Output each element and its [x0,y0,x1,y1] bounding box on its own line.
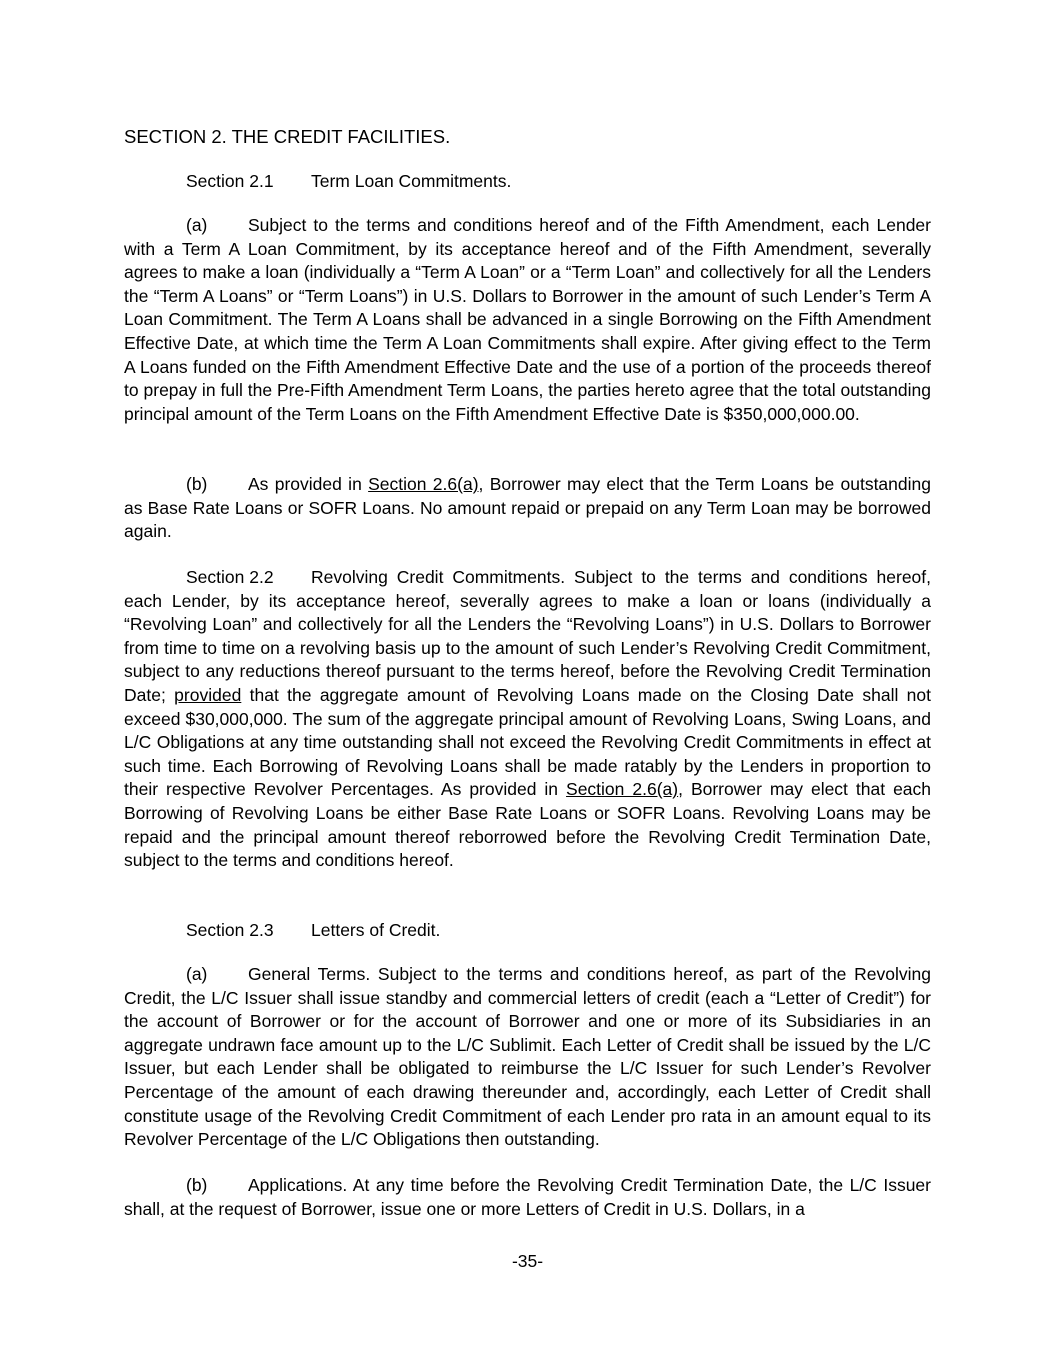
section-2-1-title: Term Loan Commitments. [311,171,512,191]
section-2-3-b-text: At any time before the Revolving Credit Termination Date, the L/C Issuer shall, at the request of Borrower, issue one or more Letters of Credit in U.S. Dollars, in a [124,1175,931,1219]
section-2-1-b-text-post: , Borrower may elect that the Term Loans be outstanding as Base Rate Loans or SOFR Loans. No amount repaid or prepaid on any Term Loan may be borrowed again. [124,474,931,542]
section-heading: SECTION 2. THE CREDIT FACILITIES. [124,126,451,147]
provided-term: provided [174,684,242,705]
section-2-1-b-paragraph [124,473,931,544]
section-2-3-title: Letters of Credit. [311,920,441,940]
section-2-3-b-label: (b) [186,1175,208,1195]
section-2-2-text-3: , Borrower may elect that each Borrowing of Revolving Loans be either Base Rate Loans or SOFR Loans. Revolving Loans may be repaid and the principal amount thereof reborrowed before the Revolving Credit Termination Date, subject to the terms and conditions hereof. [124,779,932,871]
section-2-1-b-text-pre: As provided in [248,474,369,494]
page-number: -35- [511,1251,544,1271]
section-2-1-a-label: (a) [186,215,208,235]
section-2-2-number: Section 2.2 [186,567,274,587]
section-2-2-paragraph [124,566,931,873]
section-2-1-a-paragraph [124,214,931,426]
document-page [124,0,931,1365]
section-2-3-a-text: Subject to the terms and conditions hereof, as part of the Revolving Credit, the L/C Issuer shall issue standby and commercial letters of credit (each a “Letter of Credit”) for the account of Borrower or for the account of Borrower and one or more of its Subsidiaries in an aggregate undrawn face amount up to the L/C Sublimit. Each Letter of Credit shall be issued by the L/C Issuer, but each Lender shall be obligated to reimburse the L/C Issuer for such Lender’s Revolver Percentage of the amount of each drawing thereunder and, accordingly, each Letter of Credit shall constitute usage of the Revolving Credit Commitment of each Lender pro rata in an amount equal to its Revolver Percentage of the L/C Obligations then outstanding. [124,964,931,1150]
section-2-1-b-label: (b) [186,474,208,494]
section-2-1-a-text: Subject to the terms and conditions hereof and of the Fifth Amendment, each Lender with a Term A Loan Commitment, by its acceptance hereof and of the Fifth Amendment, severally agrees to make a loan (individually a “Term A Loan” or a “Term Loan” and collectively for all the Lenders the “Term A Loans” or “Term Loans”) in U.S. Dollars to Borrower in the amount of such Lender’s Term A Loan Commitment. The Term A Loans shall be advanced in a single Borrowing on the Fifth Amendment Effective Date, at which time the Term A Loan Commitments shall expire. After giving effect to the Term A Loans funded on the Fifth Amendment Effective Date and the use of a portion of the proceeds thereof to prepay in full the Pre-Fifth Amendment Term Loans, the parties hereto agree that the total outstanding principal amount of the Term Loans on the Fifth Amendment Effective Date is $350,000,000.00. [124,215,931,424]
section-2-2-text-2: that the aggregate amount of Revolving Loans made on the Closing Date shall not exceed $30,000,000. The sum of the aggregate principal amount of Revolving Loans, Swing Loans, and L/C Obligations at any time outstanding shall not exceed the Revolving Credit Commitments in effect at such time. Each Borrowing of Revolving Loans shall be made ratably by the Lenders in proportion to their respective Revolver Percentages. As provided in [124,684,931,800]
section-2-3-b-paragraph [124,1174,931,1221]
section-2-3-a-label: (a) [186,964,208,984]
section-2-3-a-paragraph [124,963,931,1152]
section-2-3-number: Section 2.3 [186,920,274,940]
section-2-1-number: Section 2.1 [186,171,274,191]
section-2-6a-reference: Section 2.6(a) [368,474,479,494]
section-2-3-b-title: Applications. [248,1175,348,1195]
section-2-2-text-1: Subject to the terms and conditions hereof, each Lender, by its acceptance hereof, severally agrees to make a loan or loans (individually a “Revolving Loan” and collectively for all the Lenders the “Revolving Loans”) in U.S. Dollars to Borrower from time to time on a revolving basis up to the amount of such Lender’s Revolving Credit Commitment, subject to any reductions thereof pursuant to the terms hereof, before the Revolving Credit Termination Date; [124,567,932,705]
section-2-6a-reference-2: Section 2.6(a) [566,779,679,800]
section-2-2-title: Revolving Credit Commitments. [311,567,566,587]
section-2-1-heading [124,170,931,194]
section-2-3-heading [124,919,931,943]
section-2-3-a-title: General Terms. [248,964,371,984]
